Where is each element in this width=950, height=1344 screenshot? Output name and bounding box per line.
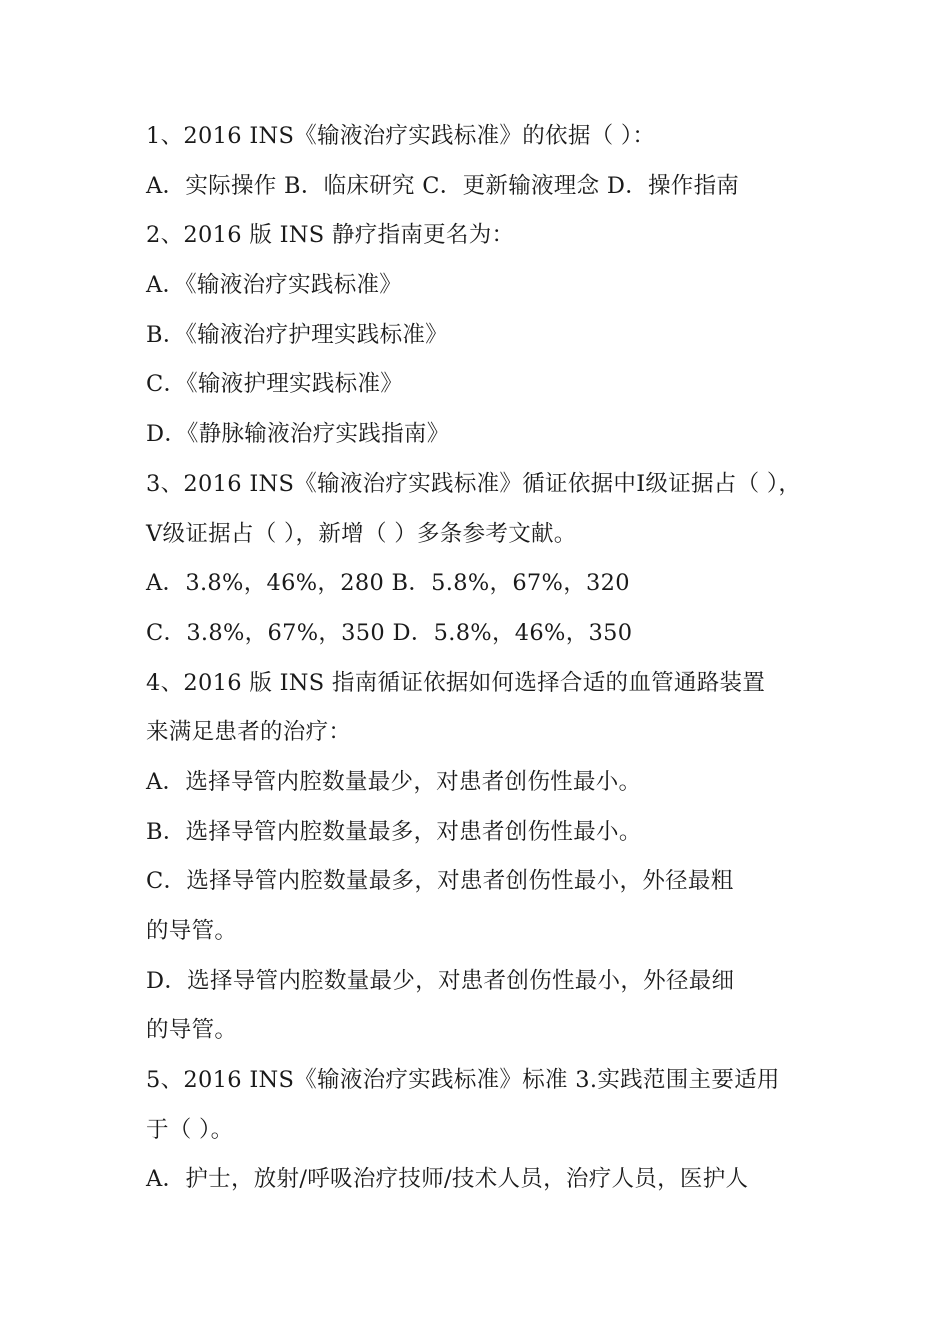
question-4-option-c-line-2: 的导管。 (146, 918, 238, 944)
question-5-option-a: A．护士，放射/呼吸治疗技师/技术人员，治疗人员，医护人 (146, 1166, 749, 1193)
question-4-option-d-line-1: D．选择导管内腔数量最少，对患者创伤性最小，外径最细 (146, 967, 735, 994)
question-1-options: A．实际操作 B．临床研究 C．更新输液理念 D．操作指南 (146, 172, 740, 199)
question-4-text-line-1: 4、2016 版 INS 指南循证依据如何选择合适的血管通路装置 (146, 669, 766, 696)
question-5-text-line-1: 5、2016 INS《输液治疗实践标准》标准 3.实践范围主要适用 (146, 1067, 780, 1094)
question-2-option-c: C．《输液护理实践标准》 (146, 371, 404, 398)
document-page (146, 112, 816, 1205)
question-3-text-line-1: 3、2016 INS《输液治疗实践标准》循证依据中Ⅰ级证据占（ ）， (146, 470, 802, 497)
question-4-text-line-2: 来满足患者的治疗： (146, 719, 352, 746)
question-2-option-b: B．《输液治疗护理实践标准》 (146, 321, 448, 348)
question-4-option-a: A．选择导管内腔数量最少，对患者创伤性最小。 (146, 768, 642, 795)
question-3-options-cd: C．3.8%，67%，350 D．5.8%，46%，350 (146, 619, 633, 646)
question-4-option-b: B．选择导管内腔数量最多，对患者创伤性最小。 (146, 818, 642, 845)
question-2-text: 2、2016 版 INS 静疗指南更名为： (146, 222, 515, 249)
question-2-option-a: A．《输液治疗实践标准》 (146, 272, 403, 299)
question-1-text: 1、2016 INS《输液治疗实践标准》的依据（ ）： (146, 123, 656, 149)
question-4-option-c-line-1: C．选择导管内腔数量最多，对患者创伤性最小，外径最粗 (146, 868, 734, 895)
question-3-options-ab: A．3.8%，46%，280 B．5.8%，67%，320 (146, 570, 630, 597)
question-2-option-d: D．《静脉输液治疗实践指南》 (146, 421, 450, 448)
question-4-option-d-line-2: 的导管。 (146, 1017, 238, 1044)
question-5-text-line-2: 于（ ）。 (146, 1116, 234, 1143)
question-3-text-line-2: Ⅴ级证据占（ ），新增（ ）多条参考文献。 (146, 520, 577, 547)
